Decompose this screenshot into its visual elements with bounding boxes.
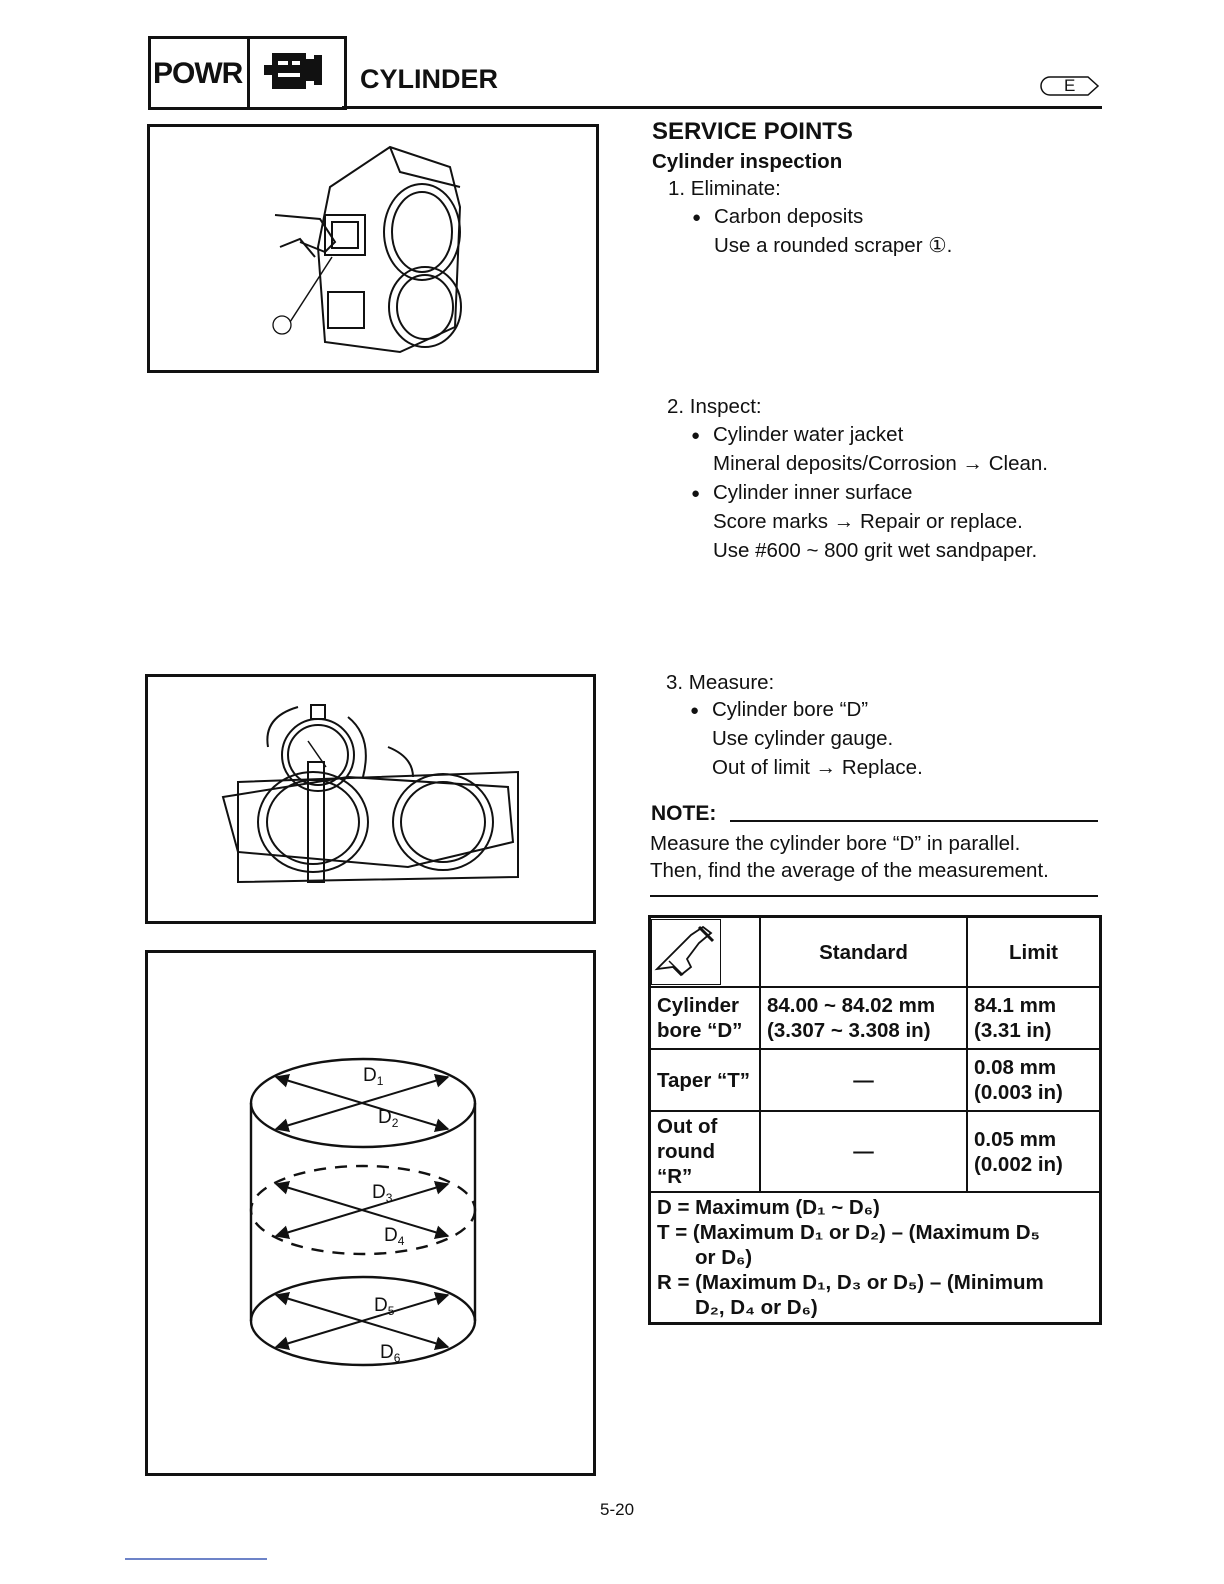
page-number: 5-20 (600, 1500, 635, 1519)
section-tag-box (148, 36, 250, 110)
formula-d: D = Maximum (D₁ ~ D₆) (657, 1196, 880, 1219)
language-mark (1040, 75, 1100, 97)
note-label: NOTE: (651, 802, 717, 825)
note-rule-top (730, 820, 1098, 822)
engine-icon (247, 36, 347, 110)
formula-t-1: T = (Maximum D₁ or D₂) – (Maximum D₅ (657, 1221, 1040, 1244)
note-line2: Then, find the average of the measurement. (650, 859, 1049, 882)
table-row: Out of round “R” — 0.05 mm (0.002 in) (651, 1111, 1099, 1192)
formula-r-2: D₂, D₄ or D₆) (695, 1296, 818, 1319)
step3-detail2: Out of limit → Replace. (712, 756, 923, 779)
step1-label: 1. Eliminate: (668, 177, 781, 200)
formula-notes (651, 1192, 1099, 1322)
label-d4: $D_4$ (384, 1225, 405, 1248)
cylinder-gauge-drawing (148, 677, 593, 921)
caliper-icon-cell (651, 918, 760, 987)
figure-gauge (145, 674, 596, 924)
step2-detail2b: Use #600 ~ 800 grit wet sandpaper. (713, 539, 1038, 562)
step2-detail1: Mineral deposits/Corrosion → Clean. (713, 452, 1048, 475)
formula-r-1: R = (Maximum D₁, D₃ or D₅) – (Minimum (657, 1271, 1044, 1294)
step3-bullet: ● Cylinder bore “D” (712, 695, 868, 724)
step1-bullet: ● Carbon deposits (714, 202, 863, 231)
bore-measurement-diagram (148, 953, 593, 1473)
spec-table-container (648, 915, 1102, 1325)
label-d1: $D_1$ (363, 1065, 384, 1088)
footer-link-line (125, 1558, 267, 1560)
caliper-icon (651, 919, 721, 985)
formula-t-2: or D₆) (695, 1246, 753, 1269)
step1-detail: Use a rounded scraper ①. (714, 234, 953, 257)
table-row: Cylinder bore “D” 84.00 ~ 84.02 mm (3.307 ~ 3.308 in) 84.1 mm (3.31 in) (651, 987, 1099, 1049)
figure-scraper (147, 124, 599, 373)
header-standard: Standard (760, 918, 967, 987)
step2-bullet1: ● Cylinder water jacket (713, 420, 903, 449)
spec-table (651, 918, 1099, 1322)
step2-detail2a: Score marks → Repair or replace. (713, 510, 1023, 533)
label-d3: $D_3$ (372, 1182, 393, 1205)
step2-bullet2: ● Cylinder inner surface (713, 478, 912, 507)
table-row: Taper “T” — 0.08 mm (0.003 in) (651, 1049, 1099, 1111)
label-d5: $D_5$ (374, 1295, 395, 1318)
note-line1: Measure the cylinder bore “D” in parallel. (650, 832, 1021, 855)
figure-bore-diagram (145, 950, 596, 1476)
service-points-heading: SERVICE POINTS (652, 118, 853, 145)
page-title: CYLINDER (360, 64, 499, 94)
label-d2: $D_2$ (378, 1107, 399, 1130)
section-tag: POWR (153, 57, 243, 90)
note-rule-bottom (650, 895, 1098, 897)
label-d6: $D_6$ (380, 1342, 401, 1365)
cylinder-scraper-drawing (150, 127, 596, 370)
step3-detail1: Use cylinder gauge. (712, 727, 894, 750)
header-limit: Limit (967, 918, 1099, 987)
step3-label: 3. Measure: (666, 671, 775, 694)
step2-label: 2. Inspect: (667, 395, 762, 418)
language-letter: E (1064, 76, 1076, 95)
header-rule (342, 106, 1102, 109)
inspection-subheading: Cylinder inspection (652, 150, 843, 173)
